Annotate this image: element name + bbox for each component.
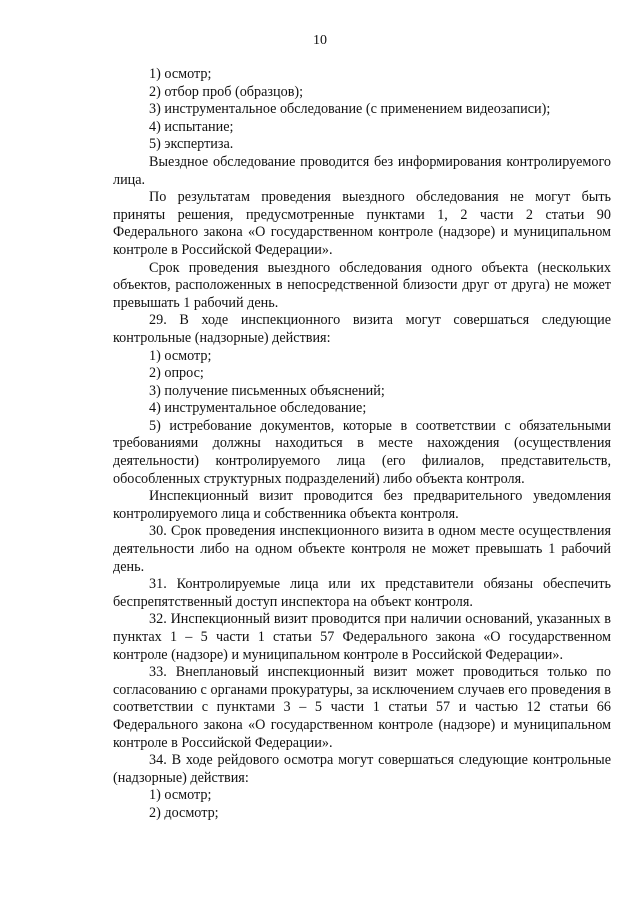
paragraph: 31. Контролируемые лица или их представители обязаны обеспечить беспрепятственный доступ инспектора на объект контроля. bbox=[113, 576, 611, 610]
list-item: 1) осмотр; bbox=[149, 787, 212, 804]
paragraph: По результатам проведения выездного обследования не могут быть приняты решения, предусмотренные пунктами 1, 2 части 2 статьи 90 Федерального закона «О государственном контроле (надзоре) и муниципальном контроле в Российской Федерации». bbox=[113, 189, 611, 258]
list-item: 3) получение письменных объяснений; bbox=[149, 382, 385, 399]
list-item: 2) опрос; bbox=[149, 365, 204, 382]
paragraph: Срок проведения выездного обследования одного объекта (нескольких объектов, расположенных в непосредственной близости друг от друга) не может превышать 1 рабочий день. bbox=[113, 259, 611, 311]
paragraph: Выездное обследование проводится без информирования контролируемого лица. bbox=[113, 153, 611, 188]
list-item: 4) испытание; bbox=[149, 118, 234, 135]
paragraph: 34. В ходе рейдового осмотра могут совершаться следующие контрольные (надзорные) действия: bbox=[113, 752, 611, 786]
list-item: 3) инструментальное обследование (с применением видеозаписи); bbox=[149, 101, 551, 118]
paragraph: 32. Инспекционный визит проводится при наличии оснований, указанных в пунктах 1 – 5 части 1 статьи 57 Федерального закона «О государственном контроле (надзоре) и муниципальном контроле в Российской Федерации». bbox=[113, 611, 611, 663]
list-item: 5) экспертиза. bbox=[149, 136, 234, 153]
list-item: 1) осмотр; bbox=[149, 66, 212, 82]
list-item: 2) досмотр; bbox=[149, 804, 219, 821]
paragraph: 5) истребование документов, которые в соответствии с обязательными требованиями должны находиться в месте нахождения (осуществления деятельности) контролируемого лица (его филиалов, представительств, обособленных структурных подразделений) либо объекта контроля. bbox=[113, 417, 611, 487]
paragraph: 33. Внеплановый инспекционный визит может проводиться только по согласованию с органами прокуратуры, за исключением случаев его проведения в соответствии с пунктами 3 – 5 части 1 статьи 57 и частью 12 статьи 66 Федерального закона «О государственном контроле (надзоре) и муниципальном контроле в Российской Федерации». bbox=[113, 664, 611, 751]
paragraph: 29. В ходе инспекционного визита могут совершаться следующие контрольные (надзорные) действия: bbox=[113, 312, 611, 346]
document-body bbox=[113, 66, 611, 823]
page-number: 10 bbox=[313, 33, 327, 48]
paragraph: 30. Срок проведения инспекционного визита в одном месте осуществления деятельности либо на одном объекте контроля не может превышать 1 рабочий день. bbox=[113, 523, 611, 575]
paragraph: Инспекционный визит проводится без предварительного уведомления контролируемого лица и собственника объекта контроля. bbox=[113, 488, 611, 522]
list-item: 2) отбор проб (образцов); bbox=[149, 83, 304, 100]
list-item: 1) осмотр; bbox=[149, 347, 212, 364]
list-item: 4) инструментальное обследование; bbox=[149, 400, 367, 417]
